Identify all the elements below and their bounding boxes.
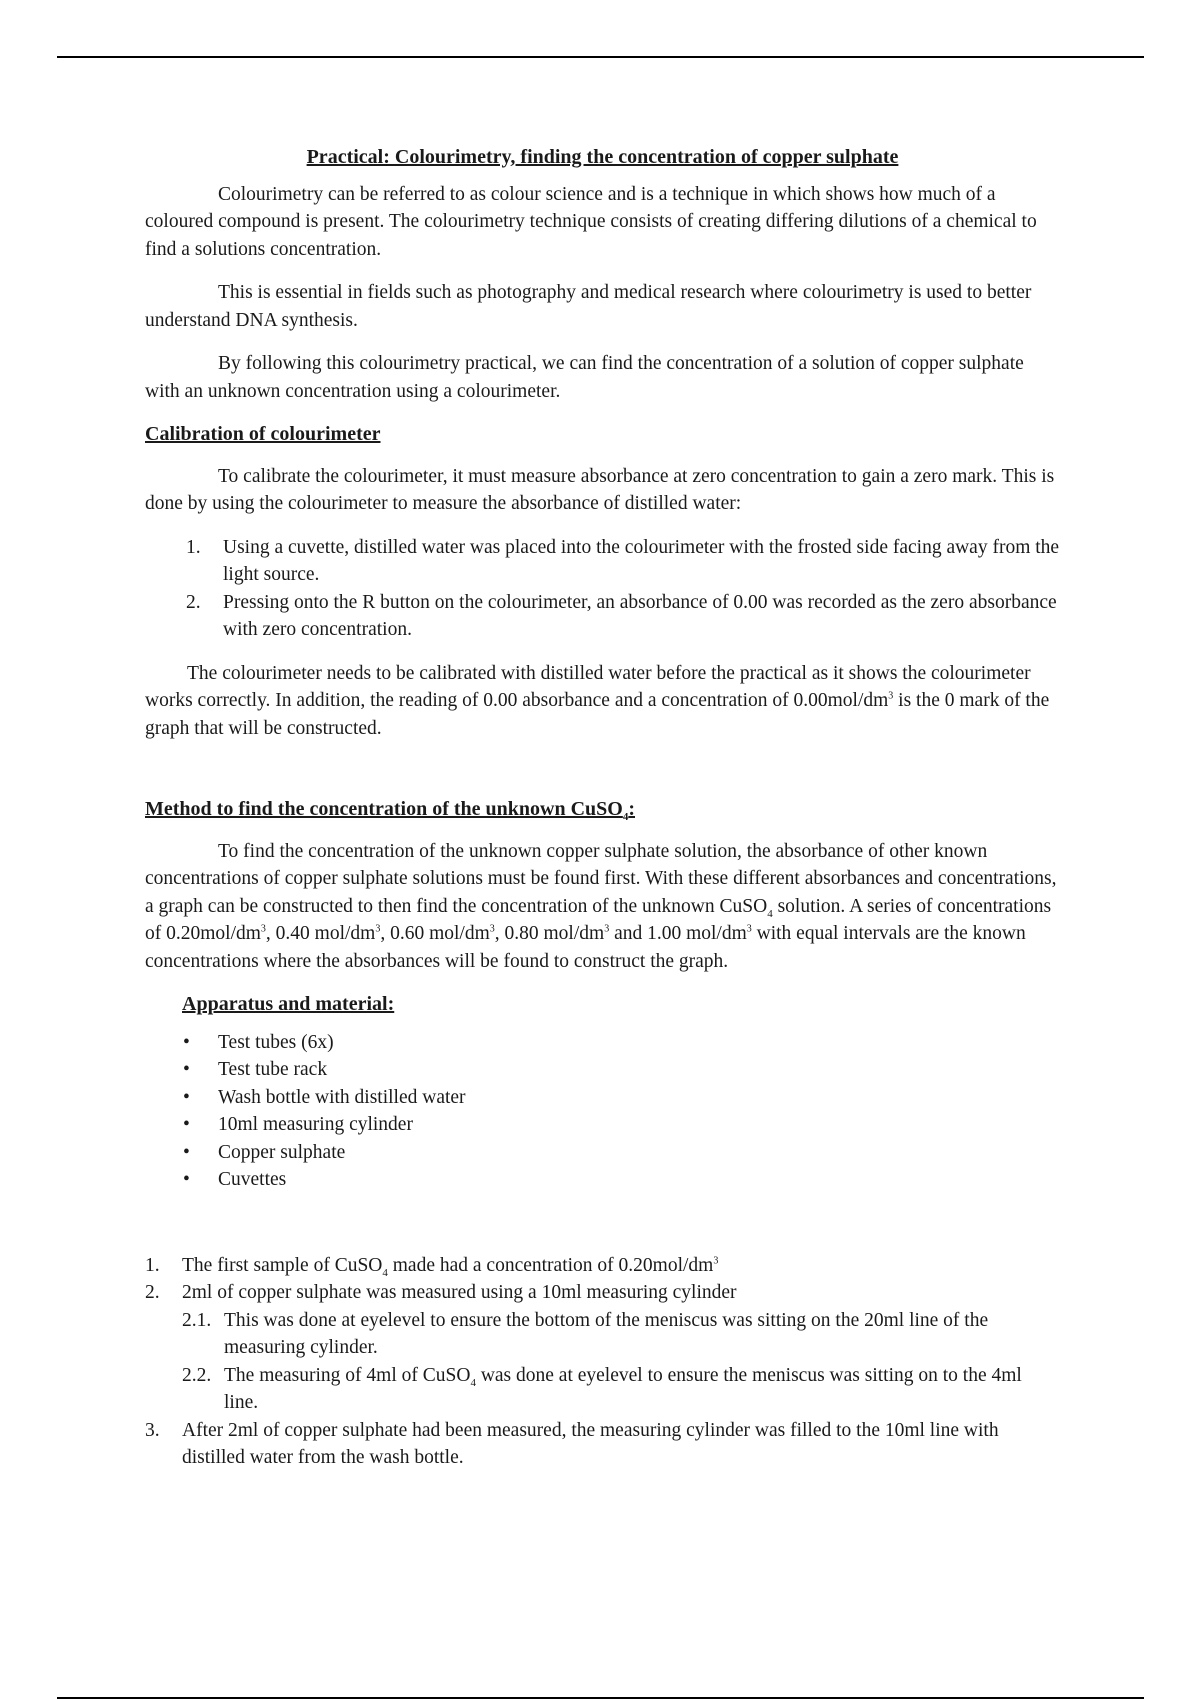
list-item xyxy=(145,534,1060,589)
list-number: 2.2. xyxy=(182,1364,212,1386)
list-item: • Copper sulphate xyxy=(145,1139,1060,1167)
bullet-icon: • xyxy=(183,1086,190,1108)
list-item: 3. After 2ml of copper sulphate had been measured, the measuring cylinder was filled to the 10ml line with distilled water from the wash bottle. xyxy=(145,1417,1060,1472)
intro-paragraph-2: This is essential in fields such as photography and medical research where colourimetry is used to better understand DNA synthesis. xyxy=(145,282,1032,331)
footer-rule xyxy=(57,1697,1144,1699)
list-item: • Test tubes (6x) xyxy=(145,1029,1060,1057)
list-item: 2.2. The measuring of 4ml of CuSO$_4$ was done at eyelevel to ensure the meniscus was sitting on to the 4ml line. xyxy=(182,1362,1060,1417)
procedure-list xyxy=(145,1252,1060,1472)
list-item: • Test tube rack xyxy=(145,1056,1060,1084)
method-paragraph: To find the concentration of the unknown copper sulphate solution, the absorbance of other known concentrations of copper sulphate solutions must be found first. With these different absorbances and concentrations, a graph can be constructed to then find the concentration of the unknown CuSO$_4$ solution. A series of concentrations of $0.20mol/dm^3$, 0.40 mol/$dm^3$, 0.60 mol/$dm^3$, 0.80 mol/$dm^3$ and 1.00 mol/$dm^3$ with equal intervals are the known concentrations where the absorbances will be found to construct the graph. xyxy=(145,840,1057,972)
list-item: • 10ml measuring cylinder xyxy=(145,1111,1060,1139)
bullet-icon: • xyxy=(183,1059,190,1080)
calibration-intro: To calibrate the colourimeter, it must measure absorbance at zero concentration to gain a zero mark. This is done by using the colourimeter to measure the absorbance of distilled water: xyxy=(145,465,1055,514)
list-item: 1. The first sample of CuSO$_4$ made had a concentration of $0.20mol/dm^3$ xyxy=(145,1252,1060,1280)
list-item: • Wash bottle with distilled water xyxy=(145,1084,1060,1112)
calibration-heading: Calibration of colourimeter xyxy=(145,423,381,445)
list-number: 1. xyxy=(186,536,201,558)
list-number: 1. xyxy=(145,1254,160,1276)
intro-paragraph-3: By following this colourimetry practical, we can find the concentration of a solution of copper sulphate with an unknown concentration using a colourimeter. xyxy=(145,353,1024,402)
bullet-icon: • xyxy=(183,1169,190,1190)
bullet-icon: • xyxy=(183,1114,190,1135)
bullet-icon: • xyxy=(183,1031,190,1053)
list-number: 3. xyxy=(145,1419,160,1441)
list-item: 2. 2ml of copper sulphate was measured using a 10ml measuring cylinder 2.1. This was done at eyelevel to ensure the bottom of the meniscus was sitting on the 20ml line of the measuring cylinder. 2.2. The measuring of 4ml of CuSO$_4$ was done at eyelevel to ensure the meniscus was sitting on to the 4ml line. xyxy=(145,1279,1060,1417)
list-item: 2.1. This was done at eyelevel to ensure the bottom of the meniscus was sitting on the 20ml line of the measuring cylinder. xyxy=(182,1307,1060,1362)
intro-paragraph-1: Colourimetry can be referred to as colour science and is a technique in which shows how much of a coloured compound is present. The colourimetry technique consists of creating differing dilutions of a chemical to find a solutions concentration. xyxy=(145,183,1037,260)
document-title: Practical: Colourimetry, finding the concentration of copper sulphate xyxy=(306,146,899,168)
list-item-text: Pressing onto the R button on the colourimeter, an absorbance of 0.00 was recorded as the zero absorbance with zero concentration. xyxy=(223,591,1057,640)
list-item xyxy=(145,589,1060,644)
document-page xyxy=(145,144,1060,1472)
apparatus-list xyxy=(145,1029,1060,1194)
list-number: 2. xyxy=(186,591,201,613)
calibration-note: The colourimeter needs to be calibrated with distilled water before the practical as it shows the colourimeter works correctly. In addition, the reading of 0.00 absorbance and a concentration of $0.00mol/dm^3$ is the 0 mark of the graph that will be constructed. xyxy=(145,662,1050,739)
header-rule xyxy=(57,56,1144,58)
sub-list xyxy=(182,1307,1060,1417)
apparatus-heading: Apparatus and material: xyxy=(182,993,395,1015)
list-item-text: Using a cuvette, distilled water was placed into the colourimeter with the frosted side facing away from the light source. xyxy=(223,536,1060,585)
calibration-steps xyxy=(145,534,1060,644)
list-number: 2.1. xyxy=(182,1309,212,1331)
list-number: 2. xyxy=(145,1282,160,1303)
method-heading: Method to find the concentration of the unknown CuSO$_4$: xyxy=(145,798,635,823)
list-item: • Cuvettes xyxy=(145,1166,1060,1194)
bullet-icon: • xyxy=(183,1141,190,1163)
